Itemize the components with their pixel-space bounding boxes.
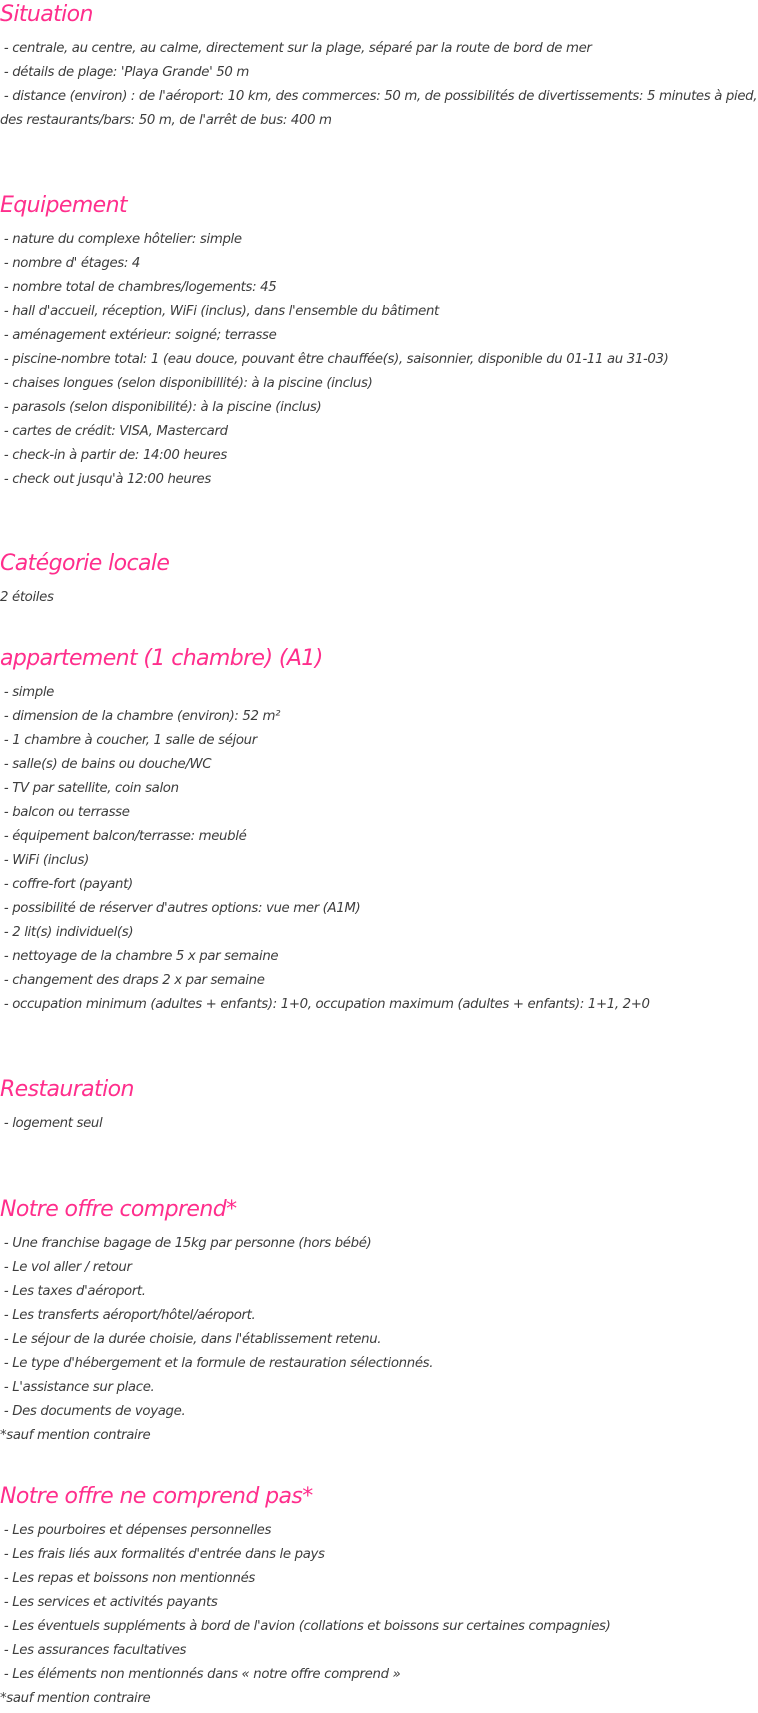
list-item: - dimension de la chambre (environ): 52 m² (0, 705, 758, 729)
section-title-offre-comprend: Notre offre comprend* (0, 1197, 237, 1222)
section-categorie (0, 549, 758, 610)
list-item: - balcon ou terrasse (0, 801, 758, 825)
list-item: - distance (environ) : de l'aéroport: 10 km, des commerces: 50 m, de possibilités de divertissements: 5 minutes à pied, des restaurants/bars: 50 m, de l'arrêt de bus: 400 m (0, 85, 758, 133)
list-item: - parasols (selon disponibilité): à la piscine (inclus) (0, 396, 758, 420)
offre-ne-comprend-list (0, 1519, 758, 1687)
section-title-restauration: Restauration (0, 1077, 134, 1102)
offre-comprend-list (0, 1232, 758, 1424)
list-item: - nombre d' étages: 4 (0, 252, 758, 276)
list-item: - aménagement extérieur: soigné; terrasse (0, 324, 758, 348)
list-item: - piscine-nombre total: 1 (eau douce, pouvant être chauffée(s), saisonnier, disponible du 01-11 au 31-03) (0, 348, 758, 372)
list-item: - TV par satellite, coin salon (0, 777, 758, 801)
list-item: - check-in à partir de: 14:00 heures (0, 444, 758, 468)
list-item: - Une franchise bagage de 15kg par personne (hors bébé) (0, 1232, 758, 1256)
list-item: - Les frais liés aux formalités d'entrée dans le pays (0, 1543, 758, 1567)
list-item: - nature du complexe hôtelier: simple (0, 228, 758, 252)
list-item: - chaises longues (selon disponibillité): à la piscine (inclus) (0, 372, 758, 396)
list-item: - L'assistance sur place. (0, 1376, 758, 1400)
list-item: - simple (0, 681, 758, 705)
footnote: *sauf mention contraire (0, 1691, 151, 1706)
section-equipement (0, 191, 758, 492)
list-item: - cartes de crédit: VISA, Mastercard (0, 420, 758, 444)
list-item: - 1 chambre à coucher, 1 salle de séjour (0, 729, 758, 753)
list-item: - coffre-fort (payant) (0, 873, 758, 897)
list-item: - Les transferts aéroport/hôtel/aéroport. (0, 1304, 758, 1328)
list-item: - Les taxes d'aéroport. (0, 1280, 758, 1304)
list-item: - check out jusqu'à 12:00 heures (0, 468, 758, 492)
section-situation (0, 0, 758, 133)
list-item: - Les éventuels suppléments à bord de l'avion (collations et boissons sur certaines compagnies) (0, 1615, 758, 1639)
list-item: - nettoyage de la chambre 5 x par semaine (0, 945, 758, 969)
list-item: - Le séjour de la durée choisie, dans l'établissement retenu. (0, 1328, 758, 1352)
section-title-appartement: appartement (1 chambre) (A1) (0, 646, 323, 671)
list-item: - WiFi (inclus) (0, 849, 758, 873)
appartement-list (0, 681, 758, 1017)
list-item: - Les repas et boissons non mentionnés (0, 1567, 758, 1591)
list-item: - salle(s) de bains ou douche/WC (0, 753, 758, 777)
section-title-equipement: Equipement (0, 193, 127, 218)
list-item: - Le vol aller / retour (0, 1256, 758, 1280)
list-item: - logement seul (0, 1112, 758, 1136)
restauration-list (0, 1112, 758, 1136)
section-offre-comprend (0, 1195, 758, 1448)
equipement-list (0, 228, 758, 492)
list-item: - changement des draps 2 x par semaine (0, 969, 758, 993)
list-item: - nombre total de chambres/logements: 45 (0, 276, 758, 300)
section-restauration (0, 1075, 758, 1136)
list-item: - Le type d'hébergement et la formule de restauration sélectionnés. (0, 1352, 758, 1376)
section-appartement (0, 644, 758, 1017)
footnote: *sauf mention contraire (0, 1428, 151, 1443)
list-item: - Les pourboires et dépenses personnelles (0, 1519, 758, 1543)
list-item: - 2 lit(s) individuel(s) (0, 921, 758, 945)
list-item: - Des documents de voyage. (0, 1400, 758, 1424)
list-item: - hall d'accueil, réception, WiFi (inclus), dans l'ensemble du bâtiment (0, 300, 758, 324)
list-item: - Les assurances facultatives (0, 1639, 758, 1663)
list-item: - Les éléments non mentionnés dans « notre offre comprend » (0, 1663, 758, 1687)
list-item: - détails de plage: 'Playa Grande' 50 m (0, 61, 758, 85)
list-item: - possibilité de réserver d'autres options: vue mer (A1M) (0, 897, 758, 921)
list-item: - équipement balcon/terrasse: meublé (0, 825, 758, 849)
section-title-situation: Situation (0, 2, 93, 27)
section-title-offre-ne-comprend: Notre offre ne comprend pas* (0, 1484, 313, 1509)
list-item: - centrale, au centre, au calme, directement sur la plage, séparé par la route de bord de mer (0, 37, 758, 61)
list-item: - Les services et activités payants (0, 1591, 758, 1615)
category-rating: 2 étoiles (0, 590, 54, 605)
section-title-categorie: Catégorie locale (0, 551, 170, 576)
situation-list (0, 37, 758, 133)
section-offre-ne-comprend (0, 1482, 758, 1711)
list-item: - occupation minimum (adultes + enfants): 1+0, occupation maximum (adultes + enfants): 1+1, 2+0 (0, 993, 758, 1017)
